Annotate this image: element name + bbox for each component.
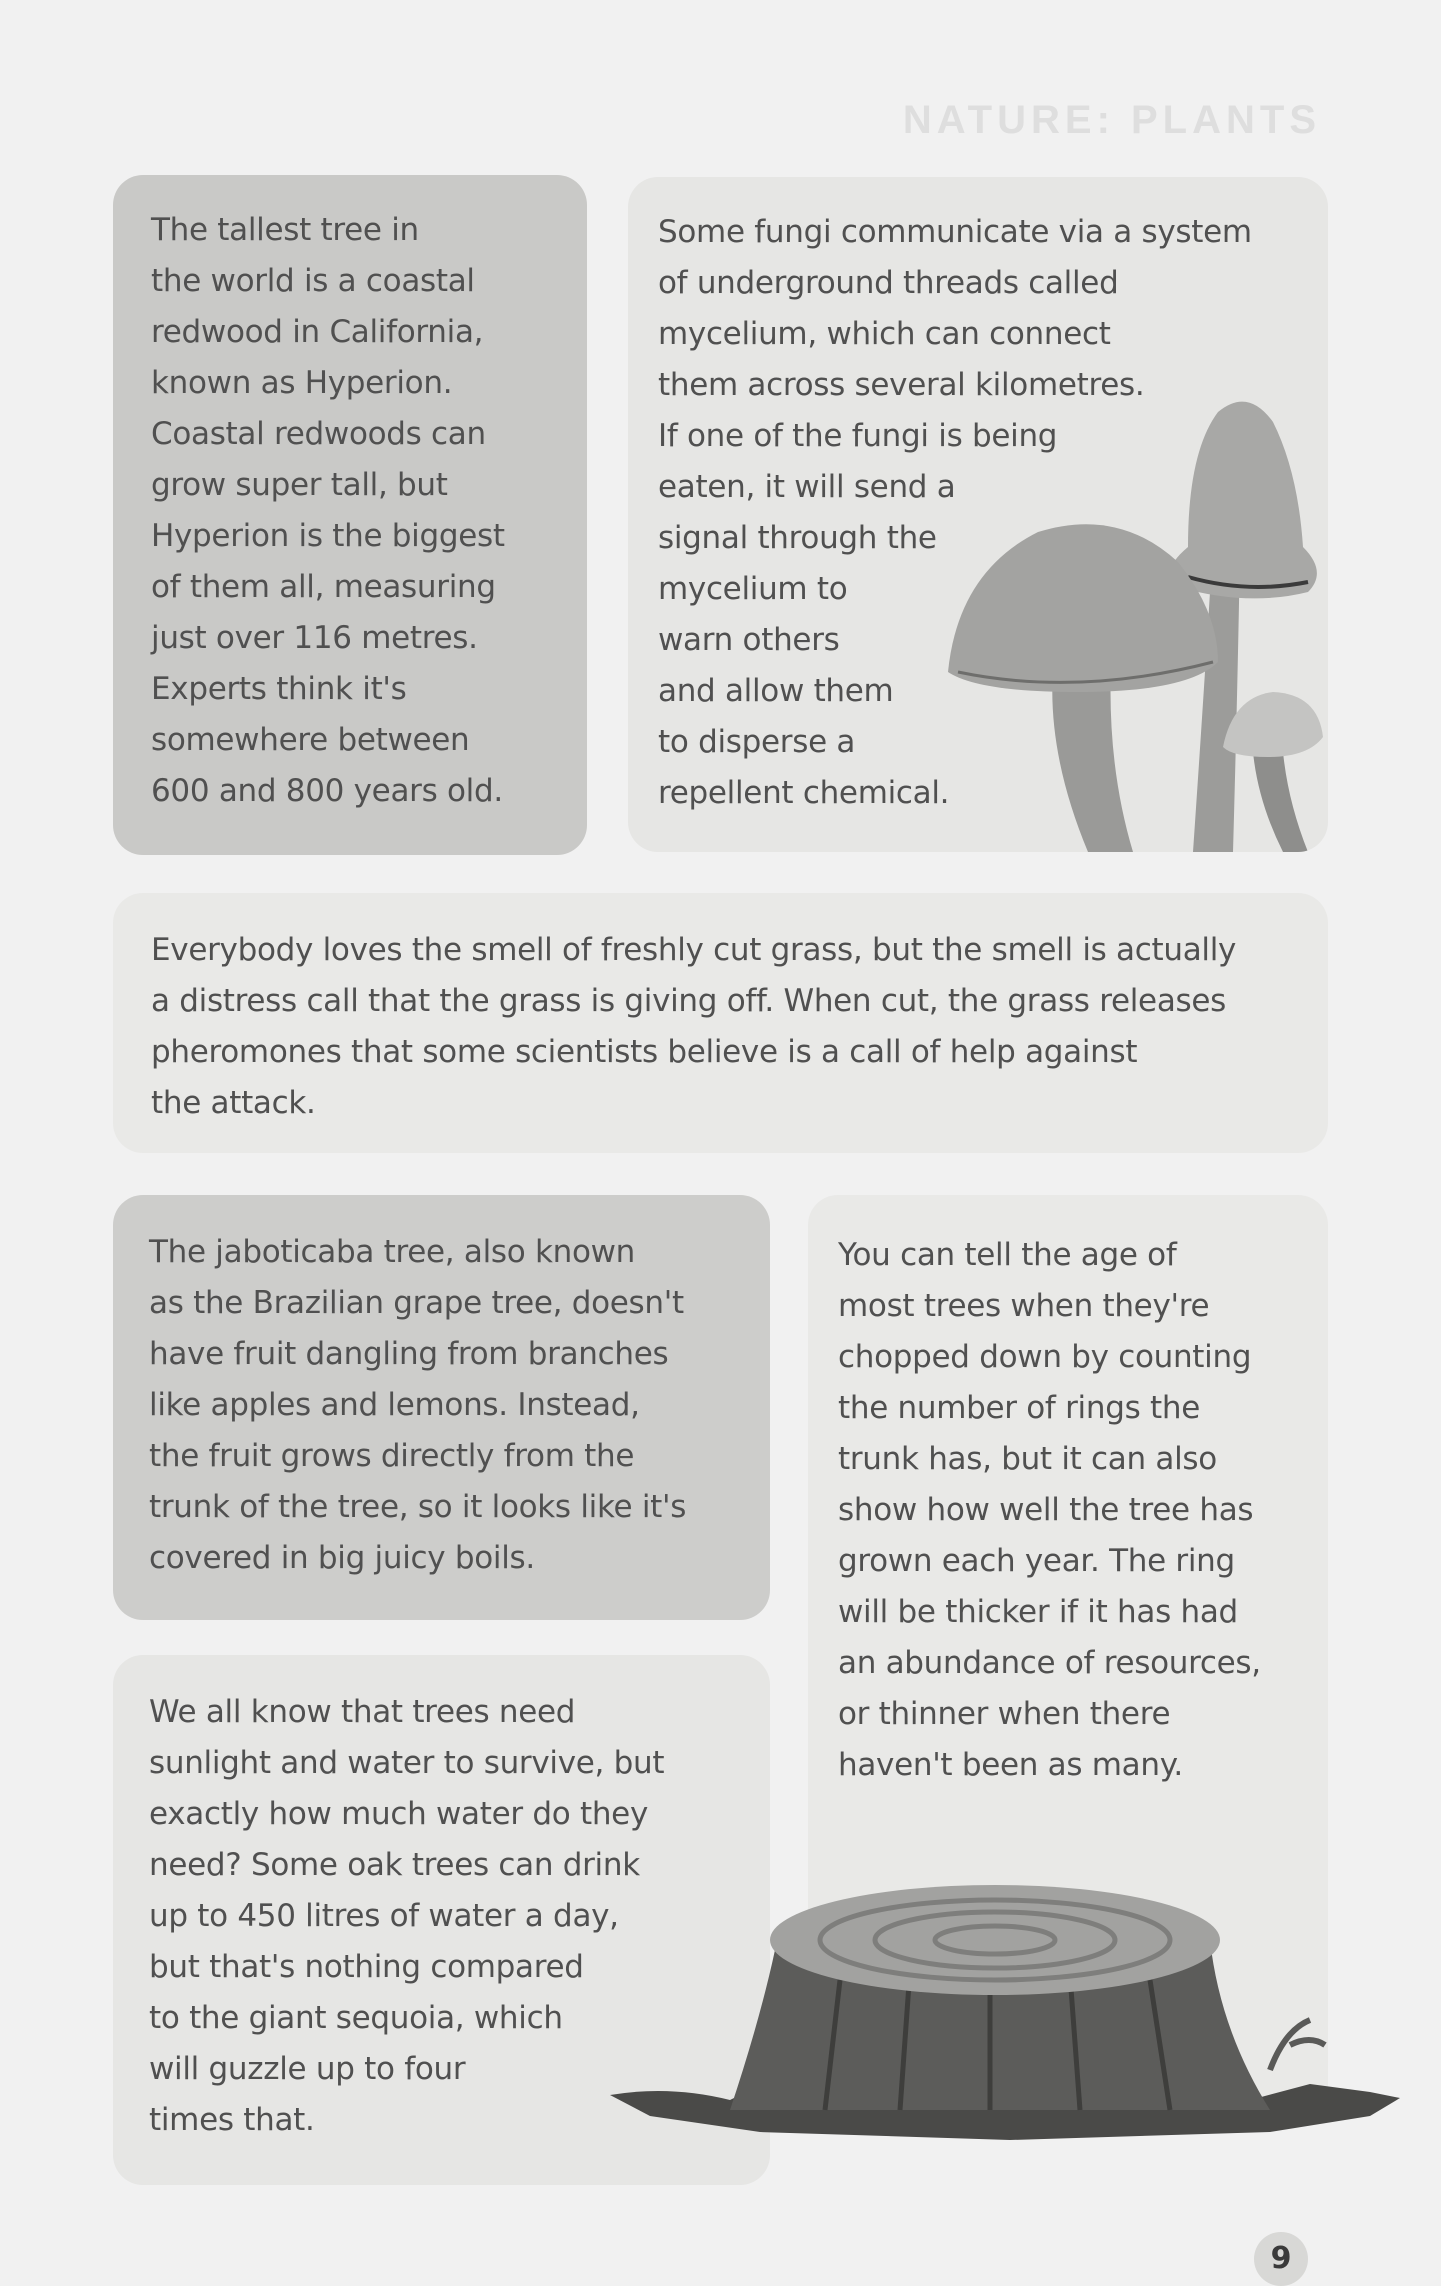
fact-line: to disperse a — [658, 724, 856, 760]
fact-line: as the Brazilian grape tree, doesn't — [149, 1285, 684, 1321]
fact-line: of underground threads called — [658, 265, 1119, 301]
fact-line: repellent chemical. — [658, 775, 950, 811]
fact-line: chopped down by counting — [838, 1339, 1252, 1375]
fact-line: the world is a coastal — [151, 263, 475, 299]
fact-line: a distress call that the grass is giving off. When cut, the grass releases — [151, 983, 1226, 1019]
fact-line: the attack. — [151, 1085, 316, 1121]
fact-line: the fruit grows directly from the — [149, 1438, 635, 1474]
fact-line: need? Some oak trees can drink — [149, 1847, 640, 1883]
fact-line: trunk of the tree, so it looks like it's — [149, 1489, 687, 1525]
fact-line: mycelium to — [658, 571, 848, 607]
tree-stump-illustration — [610, 1870, 1400, 2160]
fact-line: warn others — [658, 622, 840, 658]
fact-line: You can tell the age of — [838, 1237, 1177, 1273]
fact-line: haven't been as many. — [838, 1747, 1183, 1783]
fact-line: Everybody loves the smell of freshly cut grass, but the smell is actually — [151, 932, 1237, 968]
fact-line: 600 and 800 years old. — [151, 773, 503, 809]
fact-line: redwood in California, — [151, 314, 484, 350]
fact-line: exactly how much water do they — [149, 1796, 648, 1832]
fact-line: show how well the tree has — [838, 1492, 1254, 1528]
fact-line: but that's nothing compared — [149, 1949, 584, 1985]
fact-line: and allow them — [658, 673, 894, 709]
fact-line: trunk has, but it can also — [838, 1441, 1217, 1477]
fact-line: mycelium, which can connect — [658, 316, 1111, 352]
fact-line: the number of rings the — [838, 1390, 1200, 1426]
fact-box-jaboticaba — [113, 1195, 770, 1620]
fact-box-fungi — [628, 177, 1328, 852]
fact-line: have fruit dangling from branches — [149, 1336, 669, 1372]
fact-line: times that. — [149, 2102, 315, 2138]
fact-line: of them all, measuring — [151, 569, 496, 605]
section-header: NATURE: PLANTS — [902, 98, 1321, 142]
fact-line: covered in big juicy boils. — [149, 1540, 535, 1576]
fact-box-tallest-tree — [113, 175, 587, 855]
fact-line: If one of the fungi is being — [658, 418, 1058, 454]
fact-line: eaten, it will send a — [658, 469, 956, 505]
fact-line: will guzzle up to four — [149, 2051, 466, 2087]
fact-line: grow super tall, but — [151, 467, 448, 503]
fact-line: pheromones that some scientists believe is a call of help against — [151, 1034, 1138, 1070]
fact-line: somewhere between — [151, 722, 470, 758]
fact-line: The tallest tree in — [151, 212, 419, 248]
fact-line: We all know that trees need — [149, 1694, 576, 1730]
fact-line: Hyperion is the biggest — [151, 518, 505, 554]
fact-line: to the giant sequoia, which — [149, 2000, 563, 2036]
fact-line: The jaboticaba tree, also known — [149, 1234, 636, 1270]
fact-line: will be thicker if it has had — [838, 1594, 1238, 1630]
fact-line: signal through the — [658, 520, 937, 556]
fact-line: them across several kilometres. — [658, 367, 1145, 403]
fact-line: just over 116 metres. — [151, 620, 478, 656]
fact-line: grown each year. The ring — [838, 1543, 1235, 1579]
fact-line: Coastal redwoods can — [151, 416, 486, 452]
fact-line: Experts think it's — [151, 671, 407, 707]
fact-line: or thinner when there — [838, 1696, 1171, 1732]
fact-line: an abundance of resources, — [838, 1645, 1261, 1681]
fact-line: Some fungi communicate via a system — [658, 214, 1252, 250]
fact-line: sunlight and water to survive, but — [149, 1745, 665, 1781]
page-number: 9 — [1254, 2232, 1308, 2286]
fact-line: known as Hyperion. — [151, 365, 453, 401]
fact-line: most trees when they're — [838, 1288, 1210, 1324]
fact-box-grass — [113, 893, 1328, 1153]
fact-line: up to 450 litres of water a day, — [149, 1898, 619, 1934]
fact-line: like apples and lemons. Instead, — [149, 1387, 640, 1423]
